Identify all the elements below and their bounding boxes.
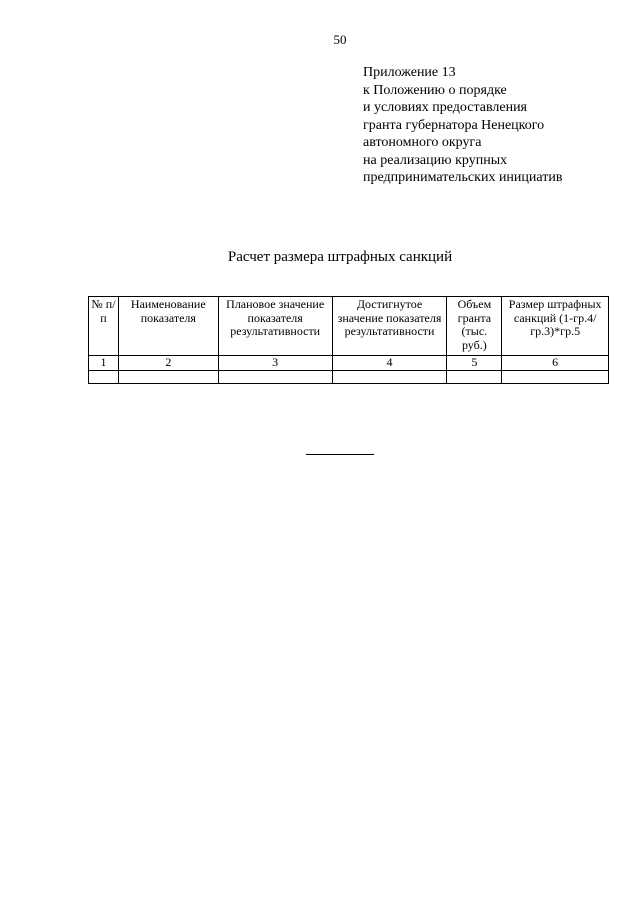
header-number: № п/п — [89, 297, 119, 356]
page-number: 50 — [333, 32, 347, 47]
header-indicator-name: Наименование показателя — [118, 297, 218, 356]
document-title: Расчет размера штрафных санкций — [227, 249, 453, 265]
appendix-line: предпринимательских инициатив — [363, 170, 563, 185]
appendix-line: гранта губернатора Ненецкого — [363, 117, 545, 133]
appendix-line: на реализацию крупных — [363, 152, 508, 168]
table-cell — [447, 370, 502, 383]
appendix-line: и условиях предоставления — [363, 100, 527, 115]
appendix-line: к Положению о порядке — [363, 82, 507, 98]
header-achieved-value: Достигнутое значение показателя результативности — [332, 297, 447, 356]
table-cell — [89, 370, 119, 383]
column-number: 2 — [118, 356, 218, 371]
end-of-document-line — [306, 454, 374, 455]
table-cell — [332, 370, 447, 383]
table-header-row — [89, 297, 609, 356]
header-grant-amount: Объем гранта (тыс. руб.) — [447, 297, 502, 356]
table-cell — [118, 370, 218, 383]
column-number: 6 — [502, 356, 609, 371]
table-cell — [218, 370, 332, 383]
header-planned-value: Плановое значение показателя результативности — [218, 297, 332, 356]
table-cell — [502, 370, 609, 383]
column-number: 5 — [447, 356, 502, 371]
header-sanction-size: Размер штрафных санкций (1-гр.4/гр.3)*гр.5 — [502, 297, 609, 356]
column-number: 1 — [89, 356, 119, 371]
appendix-line: автономного округа — [363, 135, 482, 150]
table-row — [89, 370, 609, 383]
column-number: 3 — [218, 356, 332, 371]
column-number-row — [89, 356, 609, 371]
column-number: 4 — [332, 356, 447, 371]
appendix-line: Приложение 13 — [363, 65, 456, 80]
sanctions-table — [88, 296, 609, 384]
appendix-block — [363, 64, 562, 187]
